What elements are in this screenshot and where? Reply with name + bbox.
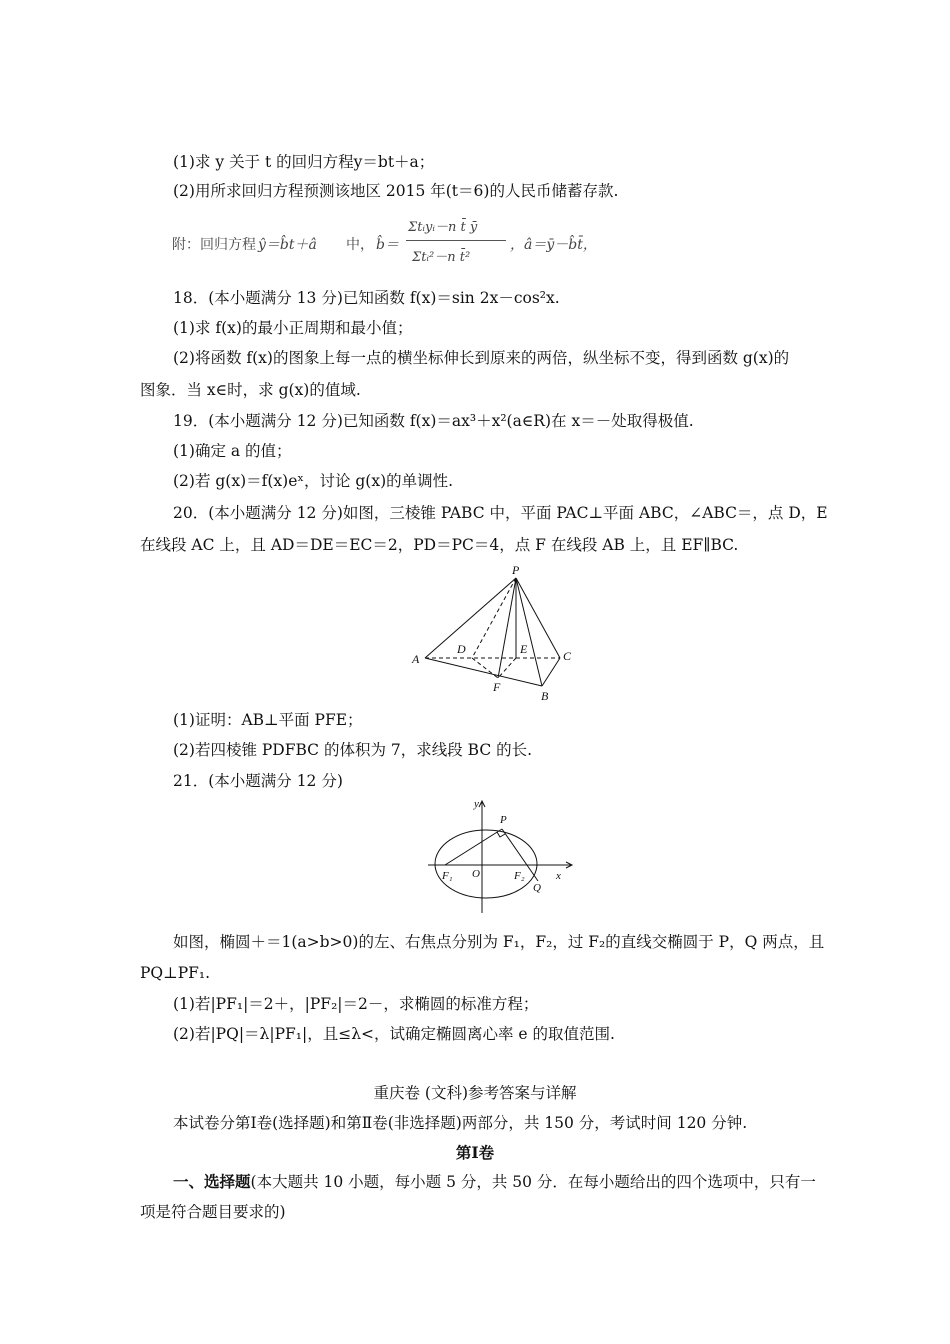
q21-part2: (2)若|PQ|＝λ|PF₁|，且≤λ<，试确定椭圆离心率 e 的取值范围.: [173, 1025, 615, 1043]
label-Q: Q: [533, 882, 541, 894]
fraction-bar: [406, 240, 506, 241]
q21-text-line2: PQ⊥PF₁.: [140, 964, 211, 982]
axis-label-y: y: [474, 798, 479, 810]
section-one-label: 一、选择题: [173, 1172, 251, 1191]
label-E: E: [520, 642, 528, 656]
q18-part1: (1)求 f(x)的最小正周期和最小值；: [173, 319, 413, 337]
section-one-line2: 项是符合题目要求的): [140, 1203, 286, 1221]
q17-part1: (1)求 y 关于 t 的回归方程y＝bt＋a；: [173, 153, 435, 171]
formula-prefix: 附：回归方程: [172, 237, 256, 253]
q21-title: 21．(本小题满分 12 分): [173, 772, 343, 790]
section-one-line1: [173, 1172, 845, 1192]
q18-part2-line2: 图象．当 x∈时，求 g(x)的值域.: [140, 381, 361, 399]
label-C: C: [563, 649, 572, 663]
q19-part2: (2)若 g(x)＝f(x)eˣ，讨论 g(x)的单调性.: [173, 472, 454, 490]
q20-part1: (1)证明：AB⊥平面 PFE；: [173, 711, 363, 729]
label-D: D: [457, 642, 466, 656]
q20-part2: (2)若四棱锥 PDFBC 的体积为 7，求线段 BC 的长.: [173, 741, 533, 759]
q19-title: 19．(本小题满分 12 分)已知函数 f(x)＝ax³＋x²(a∈R)在 x＝－处取得极值.: [173, 412, 694, 430]
formula-numerator: Σtᵢyᵢ－n t̄ ȳ: [408, 220, 478, 235]
label-P2: P: [500, 814, 507, 826]
label-B: B: [541, 689, 549, 703]
q18-part2-line1: (2)将函数 f(x)的图象上每一点的横坐标伸长到原来的两倍，纵坐标不变，得到函数 g(x)的: [173, 349, 790, 367]
q18-title: 18．(本小题满分 13 分)已知函数 f(x)＝sin 2x－cos²x.: [173, 289, 560, 307]
q19-part1: (1)确定 a 的值；: [173, 442, 292, 460]
q21-part1: (1)若|PF₁|＝2＋，|PF₂|＝2－，求椭圆的标准方程；: [173, 995, 539, 1013]
q20-title-line2: 在线段 AC 上，且 AD＝DE＝EC＝2，PD＝PC＝4，点 F 在线段 AB 上，且 EF∥BC.: [140, 536, 739, 554]
ellipse-figure: [420, 795, 580, 917]
q17-part2: (2)用所求回归方程预测该地区 2015 年(t＝6)的人民币储蓄存款.: [173, 182, 619, 200]
q20-title-line1: 20．(本小题满分 12 分)如图，三棱锥 PABC 中，平面 PAC⊥平面 ABC，∠ABC＝，点 D，E: [173, 504, 828, 522]
label-F: F: [493, 680, 501, 694]
formula-equation: ŷ＝b̂t＋â: [258, 237, 317, 253]
formula-a: ，â＝ȳ－b̂t̄，: [510, 237, 597, 253]
answers-intro: 本试卷分第Ⅰ卷(选择题)和第Ⅱ卷(非选择题)两部分，共 150 分，考试时间 120 分钟.: [173, 1114, 748, 1132]
q21-text-line1: 如图，椭圆＋＝1(a>b>0)的左、右焦点分别为 F₁，F₂，过 F₂的直线交椭圆于 P，Q 两点，且: [173, 933, 825, 951]
formula-b-lhs: b̂＝: [376, 237, 399, 253]
formula-denominator: Σtᵢ²－n t̄²: [412, 250, 471, 265]
label-F1: F₁: [442, 870, 453, 882]
section-one-text: (本大题共 10 小题，每小题 5 分，共 50 分．在每小题给出的四个选项中，只有一: [250, 1173, 816, 1191]
label-A: A: [412, 652, 420, 666]
answers-heading: 重庆卷 (文科)参考答案与详解: [373, 1084, 577, 1102]
label-O: O: [472, 868, 480, 880]
regression-formula: [172, 212, 612, 276]
formula-mid: 中，: [346, 237, 374, 253]
pyramid-figure: [400, 562, 590, 704]
part-one-title: 第Ⅰ卷: [455, 1143, 495, 1162]
label-P: P: [512, 563, 520, 577]
label-F2: F₂: [514, 870, 525, 882]
axis-label-x: x: [556, 870, 561, 882]
